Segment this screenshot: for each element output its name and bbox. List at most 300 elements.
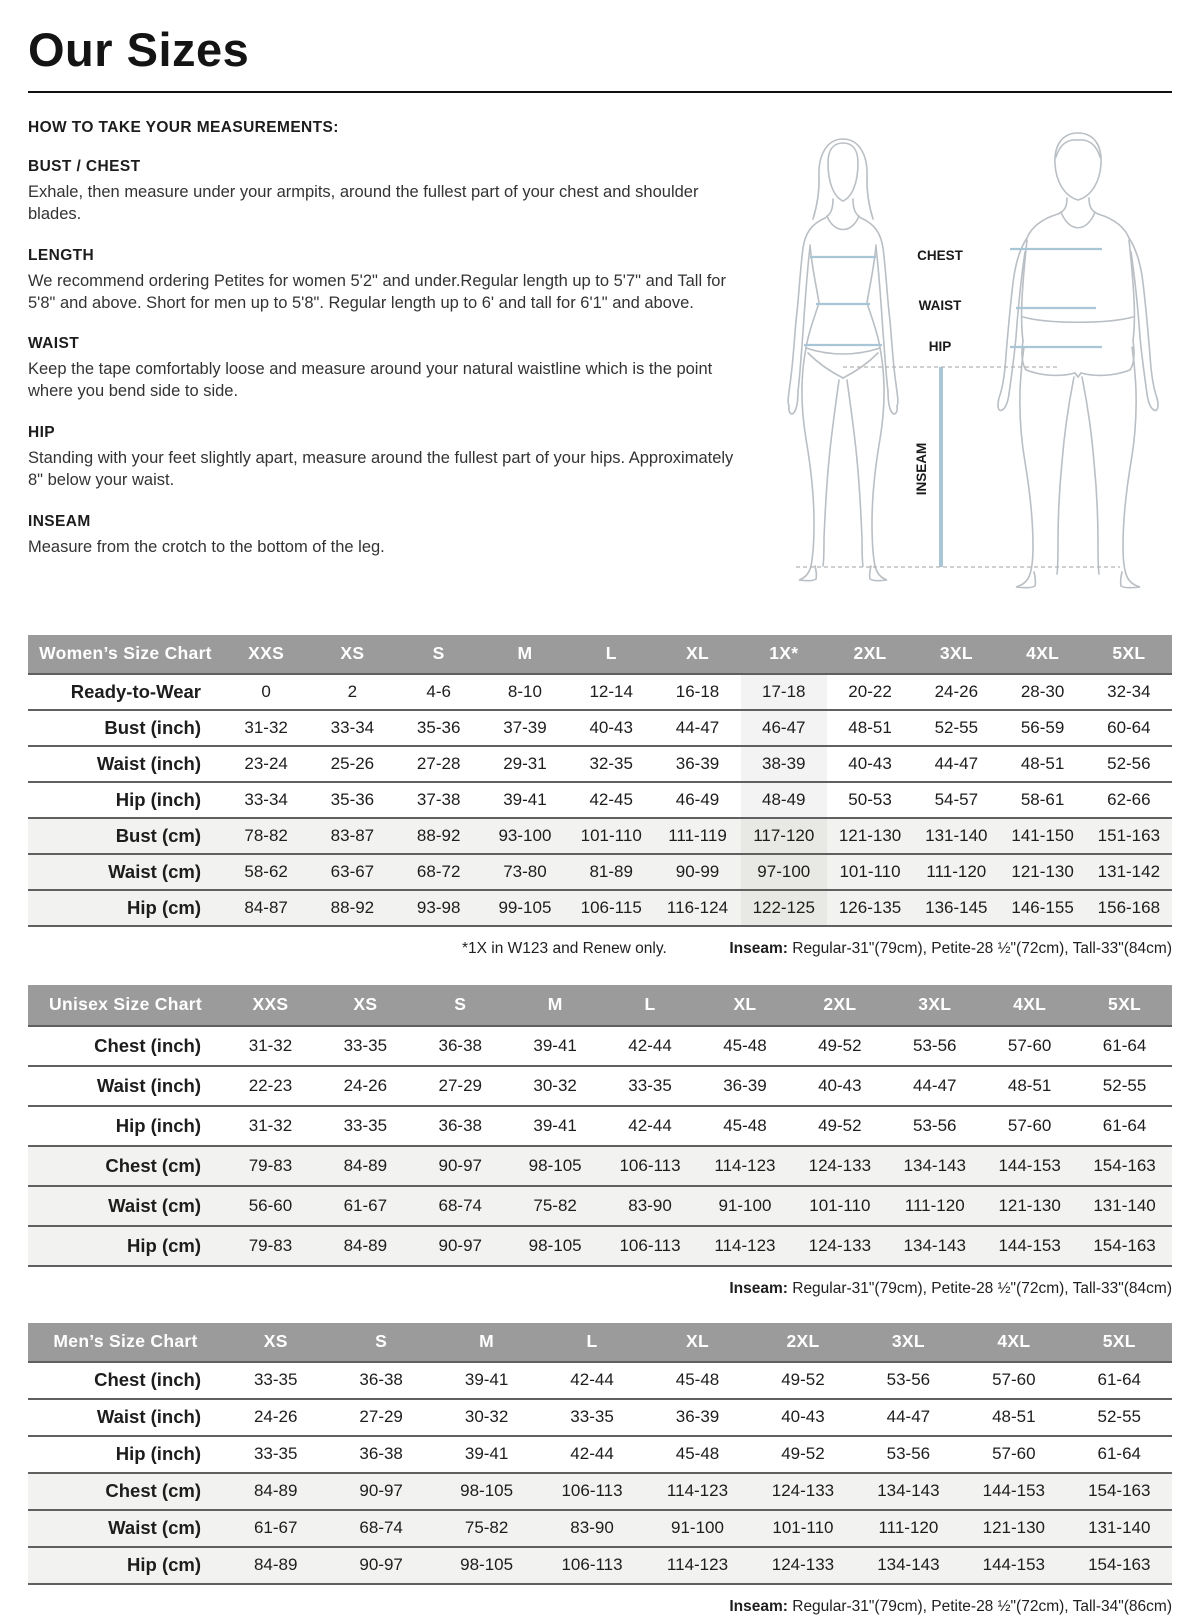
waist-label: WAIST [918,297,962,313]
data-cell: 42-44 [570,1370,614,1390]
data-cell: 36-39 [723,1075,767,1095]
data-cell: 90-97 [413,1227,508,1265]
row-label: Hip (inch) [115,1114,201,1136]
data-cell: 88-92 [396,819,482,853]
data-cell: 144-153 [961,1548,1066,1583]
instruction-text: Standing with your feet slightly apart, measure around the fullest part of your hips. Approximately 8" below your waist. [28,449,734,490]
data-cell: 84-89 [223,1474,328,1509]
instructions-heading: HOW TO TAKE YOUR MEASUREMENTS: [28,118,339,136]
size-header-cell: XS [340,643,365,664]
data-cell: 134-143 [887,1147,982,1185]
data-cell: 144-153 [982,1227,1077,1265]
data-cell: 33-35 [253,1444,298,1464]
data-cell: 38-39 [741,747,827,781]
data-cell: 39-41 [533,1035,577,1055]
data-cell: 106-113 [539,1548,644,1583]
data-cell: 33-35 [570,1407,614,1427]
data-cell: 114-123 [698,1227,793,1265]
data-cell: 22-23 [248,1075,293,1095]
data-cell: 144-153 [982,1147,1077,1185]
data-cell: 156-168 [1086,891,1172,925]
data-cell: 12-14 [589,681,633,701]
data-cell: 91-100 [698,1187,793,1225]
data-cell: 134-143 [887,1227,982,1265]
row-label: Ready-to-Wear [70,680,201,702]
data-cell: 90-97 [328,1548,433,1583]
size-header-cell: 3XL [891,1331,925,1352]
data-cell: 61-64 [1102,1035,1147,1055]
data-cell: 32-35 [589,753,633,773]
data-cell: 48-49 [741,783,827,817]
data-cell: 111-120 [887,1187,982,1225]
data-cell: 37-38 [416,789,461,809]
table-row [28,853,1172,889]
size-header-cell: XXS [248,643,285,664]
table-row [28,1105,1172,1145]
table-row [28,745,1172,781]
data-cell: 27-29 [359,1407,403,1427]
size-header-cell: 2XL [853,643,887,664]
chart-title-cell: Unisex Size Chart [49,994,202,1015]
size-guide-page [0,24,1200,1616]
title-divider [28,91,1172,93]
size-header-cell: L [605,643,617,664]
size-header-cell: M [479,1331,495,1352]
size-header-cell: S [432,643,445,664]
footnote-1x: *1X in W123 and Renew only. [462,939,667,957]
male-silhouette [998,133,1158,588]
data-cell: 121-130 [999,855,1085,889]
unisex-chart-footnotes [28,1280,1172,1298]
data-cell: 48-51 [1007,1075,1052,1095]
measurement-lines [804,249,1102,567]
data-cell: 48-51 [992,1407,1036,1427]
data-cell: 121-130 [982,1187,1077,1225]
table-row [28,1225,1172,1265]
data-cell: 60-64 [1107,717,1151,737]
data-cell: 52-55 [1097,1407,1141,1427]
data-cell: 40-43 [781,1407,825,1427]
data-cell: 99-105 [482,891,568,925]
row-label: Hip (inch) [115,1443,201,1465]
womens-chart-footnotes [28,940,1172,958]
data-cell: 33-35 [628,1075,672,1095]
size-header-cell: 5XL [1112,643,1146,664]
data-cell: 98-105 [434,1548,539,1583]
data-cell: 49-52 [818,1115,862,1135]
data-cell: 126-135 [827,891,913,925]
data-cell: 46-49 [675,789,720,809]
data-cell: 131-142 [1086,855,1172,889]
chart-title-cell: Men’s Size Chart [53,1331,198,1352]
size-header-cell: XL [686,643,709,664]
table-row [28,1398,1172,1435]
instruction-text: Exhale, then measure under your armpits, around the fullest part of your chest and shoulder blades. [28,182,699,223]
table-row [28,709,1172,745]
data-cell: 62-66 [1107,789,1151,809]
data-cell: 79-83 [223,1147,318,1185]
data-cell: 154-163 [1067,1548,1172,1583]
data-cell: 101-110 [792,1187,887,1225]
size-header-cell: 1X* [769,643,799,664]
size-header-cell: XL [686,1331,709,1352]
data-cell: 36-38 [438,1035,482,1055]
data-cell: 124-133 [792,1227,887,1265]
row-label: Hip (inch) [115,788,201,810]
data-cell: 75-82 [434,1511,539,1546]
size-header-cell: L [586,1331,598,1352]
data-cell: 97-100 [741,855,827,889]
size-header-cell: M [517,643,533,664]
data-cell: 8-10 [507,681,542,701]
data-cell: 61-64 [1097,1370,1141,1390]
data-cell: 44-47 [675,717,720,737]
data-cell: 106-113 [603,1227,698,1265]
data-cell: 53-56 [913,1115,957,1135]
size-chart-header-row [28,985,1172,1025]
size-header-cell: L [644,994,656,1015]
data-cell: 45-48 [675,1444,720,1464]
size-header-cell: 5XL [1108,994,1142,1015]
womens-size-chart-table [28,635,1172,927]
size-header-cell: 3XL [939,643,973,664]
size-header-cell: 5XL [1102,1331,1136,1352]
instructions-copy [28,119,748,621]
data-cell: 106-115 [568,891,654,925]
instruction-waist [28,335,734,403]
data-cell: 23-24 [244,753,288,773]
footnote-inseam: Inseam: Regular-31"(79cm), Petite-28 ½"(72cm), Tall-33"(84cm) [729,939,1172,957]
data-cell: 101-110 [827,855,913,889]
data-cell: 98-105 [508,1227,603,1265]
data-cell: 101-110 [750,1511,855,1546]
data-cell: 57-60 [992,1444,1036,1464]
data-cell: 54-57 [934,789,979,809]
data-cell: 17-18 [741,675,827,709]
row-label: Waist (inch) [96,1074,201,1096]
size-header-cell: 4XL [997,1331,1031,1352]
data-cell: 93-98 [396,891,482,925]
data-cell: 27-29 [438,1075,482,1095]
data-cell: 57-60 [992,1370,1036,1390]
data-cell: 0 [261,681,271,701]
data-cell: 31-32 [248,1035,293,1055]
data-cell: 20-22 [848,681,892,701]
instruction-title: INSEAM [28,513,91,531]
data-cell: 124-133 [792,1147,887,1185]
row-label: Bust (cm) [28,819,223,853]
data-cell: 93-100 [482,819,568,853]
data-cell: 33-35 [343,1115,388,1135]
data-cell: 121-130 [827,819,913,853]
data-cell: 42-44 [628,1035,672,1055]
size-header-cell: 4XL [1013,994,1047,1015]
data-cell: 98-105 [508,1147,603,1185]
instruction-title: HIP [28,424,56,442]
size-header-cell: XL [733,994,757,1015]
row-label: Waist (inch) [96,752,201,774]
data-cell: 49-52 [781,1370,825,1390]
data-cell: 106-113 [603,1147,698,1185]
data-cell: 111-120 [913,855,999,889]
table-row [28,1546,1172,1583]
data-cell: 35-36 [330,789,375,809]
data-cell: 28-30 [1020,681,1065,701]
data-cell: 131-140 [1067,1511,1172,1546]
unisex-size-chart-table [28,985,1172,1267]
data-cell: 35-36 [416,717,461,737]
size-chart-header-row [28,1323,1172,1361]
data-cell: 53-56 [886,1370,931,1390]
data-cell: 83-90 [539,1511,644,1546]
data-cell: 114-123 [698,1147,793,1185]
data-cell: 45-48 [723,1115,767,1135]
data-cell: 68-72 [396,855,482,889]
table-row [28,1145,1172,1185]
data-cell: 124-133 [750,1548,855,1583]
instruction-inseam [28,513,734,559]
data-cell: 30-32 [533,1075,577,1095]
row-label: Waist (inch) [96,1406,201,1428]
data-cell: 134-143 [856,1548,961,1583]
size-header-cell: 2XL [823,994,857,1015]
table-row [28,1185,1172,1225]
data-cell: 68-74 [413,1187,508,1225]
row-label: Chest (cm) [28,1147,223,1185]
data-cell: 90-97 [328,1474,433,1509]
data-cell: 44-47 [913,1075,957,1095]
data-cell: 101-110 [568,819,654,853]
data-cell: 44-47 [934,753,979,773]
data-cell: 121-130 [961,1511,1066,1546]
data-cell: 45-48 [675,1370,720,1390]
data-cell: 79-83 [223,1227,318,1265]
data-cell: 57-60 [1007,1115,1052,1135]
size-header-cell: S [454,994,467,1015]
instruction-title: LENGTH [28,246,95,264]
data-cell: 84-89 [223,1548,328,1583]
data-cell: 33-35 [253,1370,298,1390]
chart-title-cell: Women’s Size Chart [39,643,212,664]
measurement-instructions-section [28,119,1172,621]
data-cell: 98-105 [434,1474,539,1509]
data-cell: 24-26 [343,1075,388,1095]
data-cell: 75-82 [508,1187,603,1225]
female-silhouette [788,139,898,581]
data-cell: 24-26 [253,1407,298,1427]
data-cell: 32-34 [1107,681,1151,701]
data-cell: 114-123 [645,1474,750,1509]
data-cell: 33-34 [244,789,288,809]
size-header-cell: XS [353,994,378,1015]
row-label: Chest (inch) [94,1034,201,1056]
data-cell: 52-55 [934,717,979,737]
data-cell: 68-74 [328,1511,433,1546]
row-label: Hip (cm) [28,891,223,925]
data-cell: 39-41 [503,789,547,809]
size-header-cell: S [375,1331,388,1352]
table-row [28,781,1172,817]
data-cell: 46-47 [741,711,827,745]
data-cell: 48-51 [848,717,892,737]
data-cell: 49-52 [781,1444,825,1464]
data-cell: 48-51 [1020,753,1065,773]
data-cell: 40-43 [848,753,892,773]
data-cell: 83-87 [309,819,395,853]
row-label: Hip (cm) [28,1548,223,1583]
data-cell: 61-64 [1102,1115,1147,1135]
data-cell: 84-89 [318,1227,413,1265]
footnote-inseam: Inseam: Regular-31"(79cm), Petite-28 ½"(72cm), Tall-33"(84cm) [729,1279,1172,1297]
data-cell: 42-45 [589,789,633,809]
hip-label: HIP [928,338,952,354]
table-row [28,1435,1172,1472]
size-header-cell: XS [263,1331,288,1352]
instruction-title: BUST / CHEST [28,157,141,175]
data-cell: 114-123 [645,1548,750,1583]
data-cell: 56-59 [1020,717,1065,737]
data-cell: 144-153 [961,1474,1066,1509]
data-cell: 81-89 [568,855,654,889]
data-cell: 57-60 [1007,1035,1052,1055]
data-cell: 42-44 [570,1444,614,1464]
data-cell: 122-125 [741,891,827,925]
data-cell: 36-38 [438,1115,482,1135]
data-cell: 31-32 [244,717,288,737]
table-row [28,1025,1172,1065]
row-label: Hip (cm) [28,1227,223,1265]
row-label: Waist (cm) [28,1511,223,1546]
instruction-title: WAIST [28,335,80,353]
data-cell: 58-61 [1020,789,1065,809]
data-cell: 2 [347,681,358,701]
table-row [28,1361,1172,1398]
data-cell: 49-52 [818,1035,862,1055]
measurement-figure-illustration [748,107,1172,609]
unisex-size-chart-section [28,985,1172,1298]
data-cell: 63-67 [309,855,395,889]
data-cell: 37-39 [503,717,547,737]
row-label: Bust (inch) [104,716,201,738]
footnote-inseam: Inseam: Regular-31"(79cm), Petite-28 ½"(72cm), Tall-34"(86cm) [729,1597,1172,1615]
data-cell: 78-82 [223,819,309,853]
data-cell: 40-43 [589,717,633,737]
womens-size-chart-section [28,635,1172,958]
table-row [28,889,1172,925]
data-cell: 73-80 [482,855,568,889]
data-cell: 111-120 [856,1511,961,1546]
data-cell: 131-140 [1077,1187,1172,1225]
chest-label: CHEST [917,247,963,263]
data-cell: 56-60 [223,1187,318,1225]
data-cell: 154-163 [1077,1227,1172,1265]
data-cell: 53-56 [886,1444,931,1464]
data-cell: 154-163 [1077,1147,1172,1185]
data-cell: 111-119 [654,819,740,853]
data-cell: 61-67 [318,1187,413,1225]
data-cell: 4-6 [426,681,451,701]
instruction-text: Keep the tape comfortably loose and measure around your natural waistline which is the point where you bend side to side. [28,360,713,401]
data-cell: 151-163 [1086,819,1172,853]
data-cell: 134-143 [856,1474,961,1509]
data-cell: 36-38 [359,1444,403,1464]
table-row [28,1065,1172,1105]
data-cell: 52-56 [1107,753,1151,773]
data-cell: 106-113 [539,1474,644,1509]
data-cell: 61-64 [1097,1444,1141,1464]
data-cell: 84-89 [318,1147,413,1185]
data-cell: 154-163 [1067,1474,1172,1509]
instruction-text: We recommend ordering Petites for women 5'2" and under.Regular length up to 5'7" and Tall for 5'8" and above. Short for men up to 5'8". Regular length up to 6' and tall for 6'1" and above. [28,271,726,312]
data-cell: 61-67 [223,1511,328,1546]
data-cell: 33-34 [330,717,375,737]
row-label: Waist (cm) [28,1187,223,1225]
data-cell: 44-47 [886,1407,931,1427]
data-cell: 53-56 [913,1035,957,1055]
instruction-text: Measure from the crotch to the bottom of the leg. [28,538,385,557]
reference-dashed-lines [796,367,1120,567]
mens-chart-footnotes [28,1598,1172,1616]
data-cell: 30-32 [464,1407,509,1427]
data-cell: 31-32 [248,1115,293,1135]
data-cell: 36-39 [675,753,720,773]
figure-labels [914,248,964,495]
data-cell: 91-100 [645,1511,750,1546]
inseam-label: INSEAM [914,442,929,495]
row-label: Chest (inch) [94,1369,201,1391]
instruction-hip [28,424,734,492]
table-row [28,1509,1172,1546]
data-cell: 33-35 [343,1035,388,1055]
data-cell: 90-97 [413,1147,508,1185]
data-cell: 141-150 [999,819,1085,853]
data-cell: 146-155 [999,891,1085,925]
data-cell: 83-90 [603,1187,698,1225]
data-cell: 29-31 [503,753,547,773]
data-cell: 88-92 [309,891,395,925]
data-cell: 36-39 [675,1407,720,1427]
data-cell: 40-43 [818,1075,862,1095]
data-cell: 39-41 [464,1444,509,1464]
data-cell: 117-120 [741,819,827,853]
table-row [28,817,1172,853]
data-cell: 16-18 [675,681,720,701]
row-label: Chest (cm) [28,1474,223,1509]
data-cell: 136-145 [913,891,999,925]
size-header-cell: M [547,994,563,1015]
data-cell: 45-48 [723,1035,767,1055]
instruction-bust-chest [28,158,734,226]
data-cell: 27-28 [416,753,461,773]
data-cell: 116-124 [654,891,740,925]
data-cell: 58-62 [223,855,309,889]
size-header-cell: 4XL [1026,643,1060,664]
table-row [28,1472,1172,1509]
data-cell: 50-53 [848,789,892,809]
data-cell: 52-55 [1102,1075,1147,1095]
data-cell: 25-26 [330,753,375,773]
data-cell: 124-133 [750,1474,855,1509]
data-cell: 90-99 [654,855,740,889]
data-cell: 36-38 [359,1370,403,1390]
mens-size-chart-section [28,1323,1172,1616]
table-row [28,673,1172,709]
size-chart-header-row [28,635,1172,673]
mens-size-chart-table [28,1323,1172,1585]
data-cell: 84-87 [223,891,309,925]
size-header-cell: 2XL [786,1331,820,1352]
page-title: Our Sizes [28,23,250,76]
